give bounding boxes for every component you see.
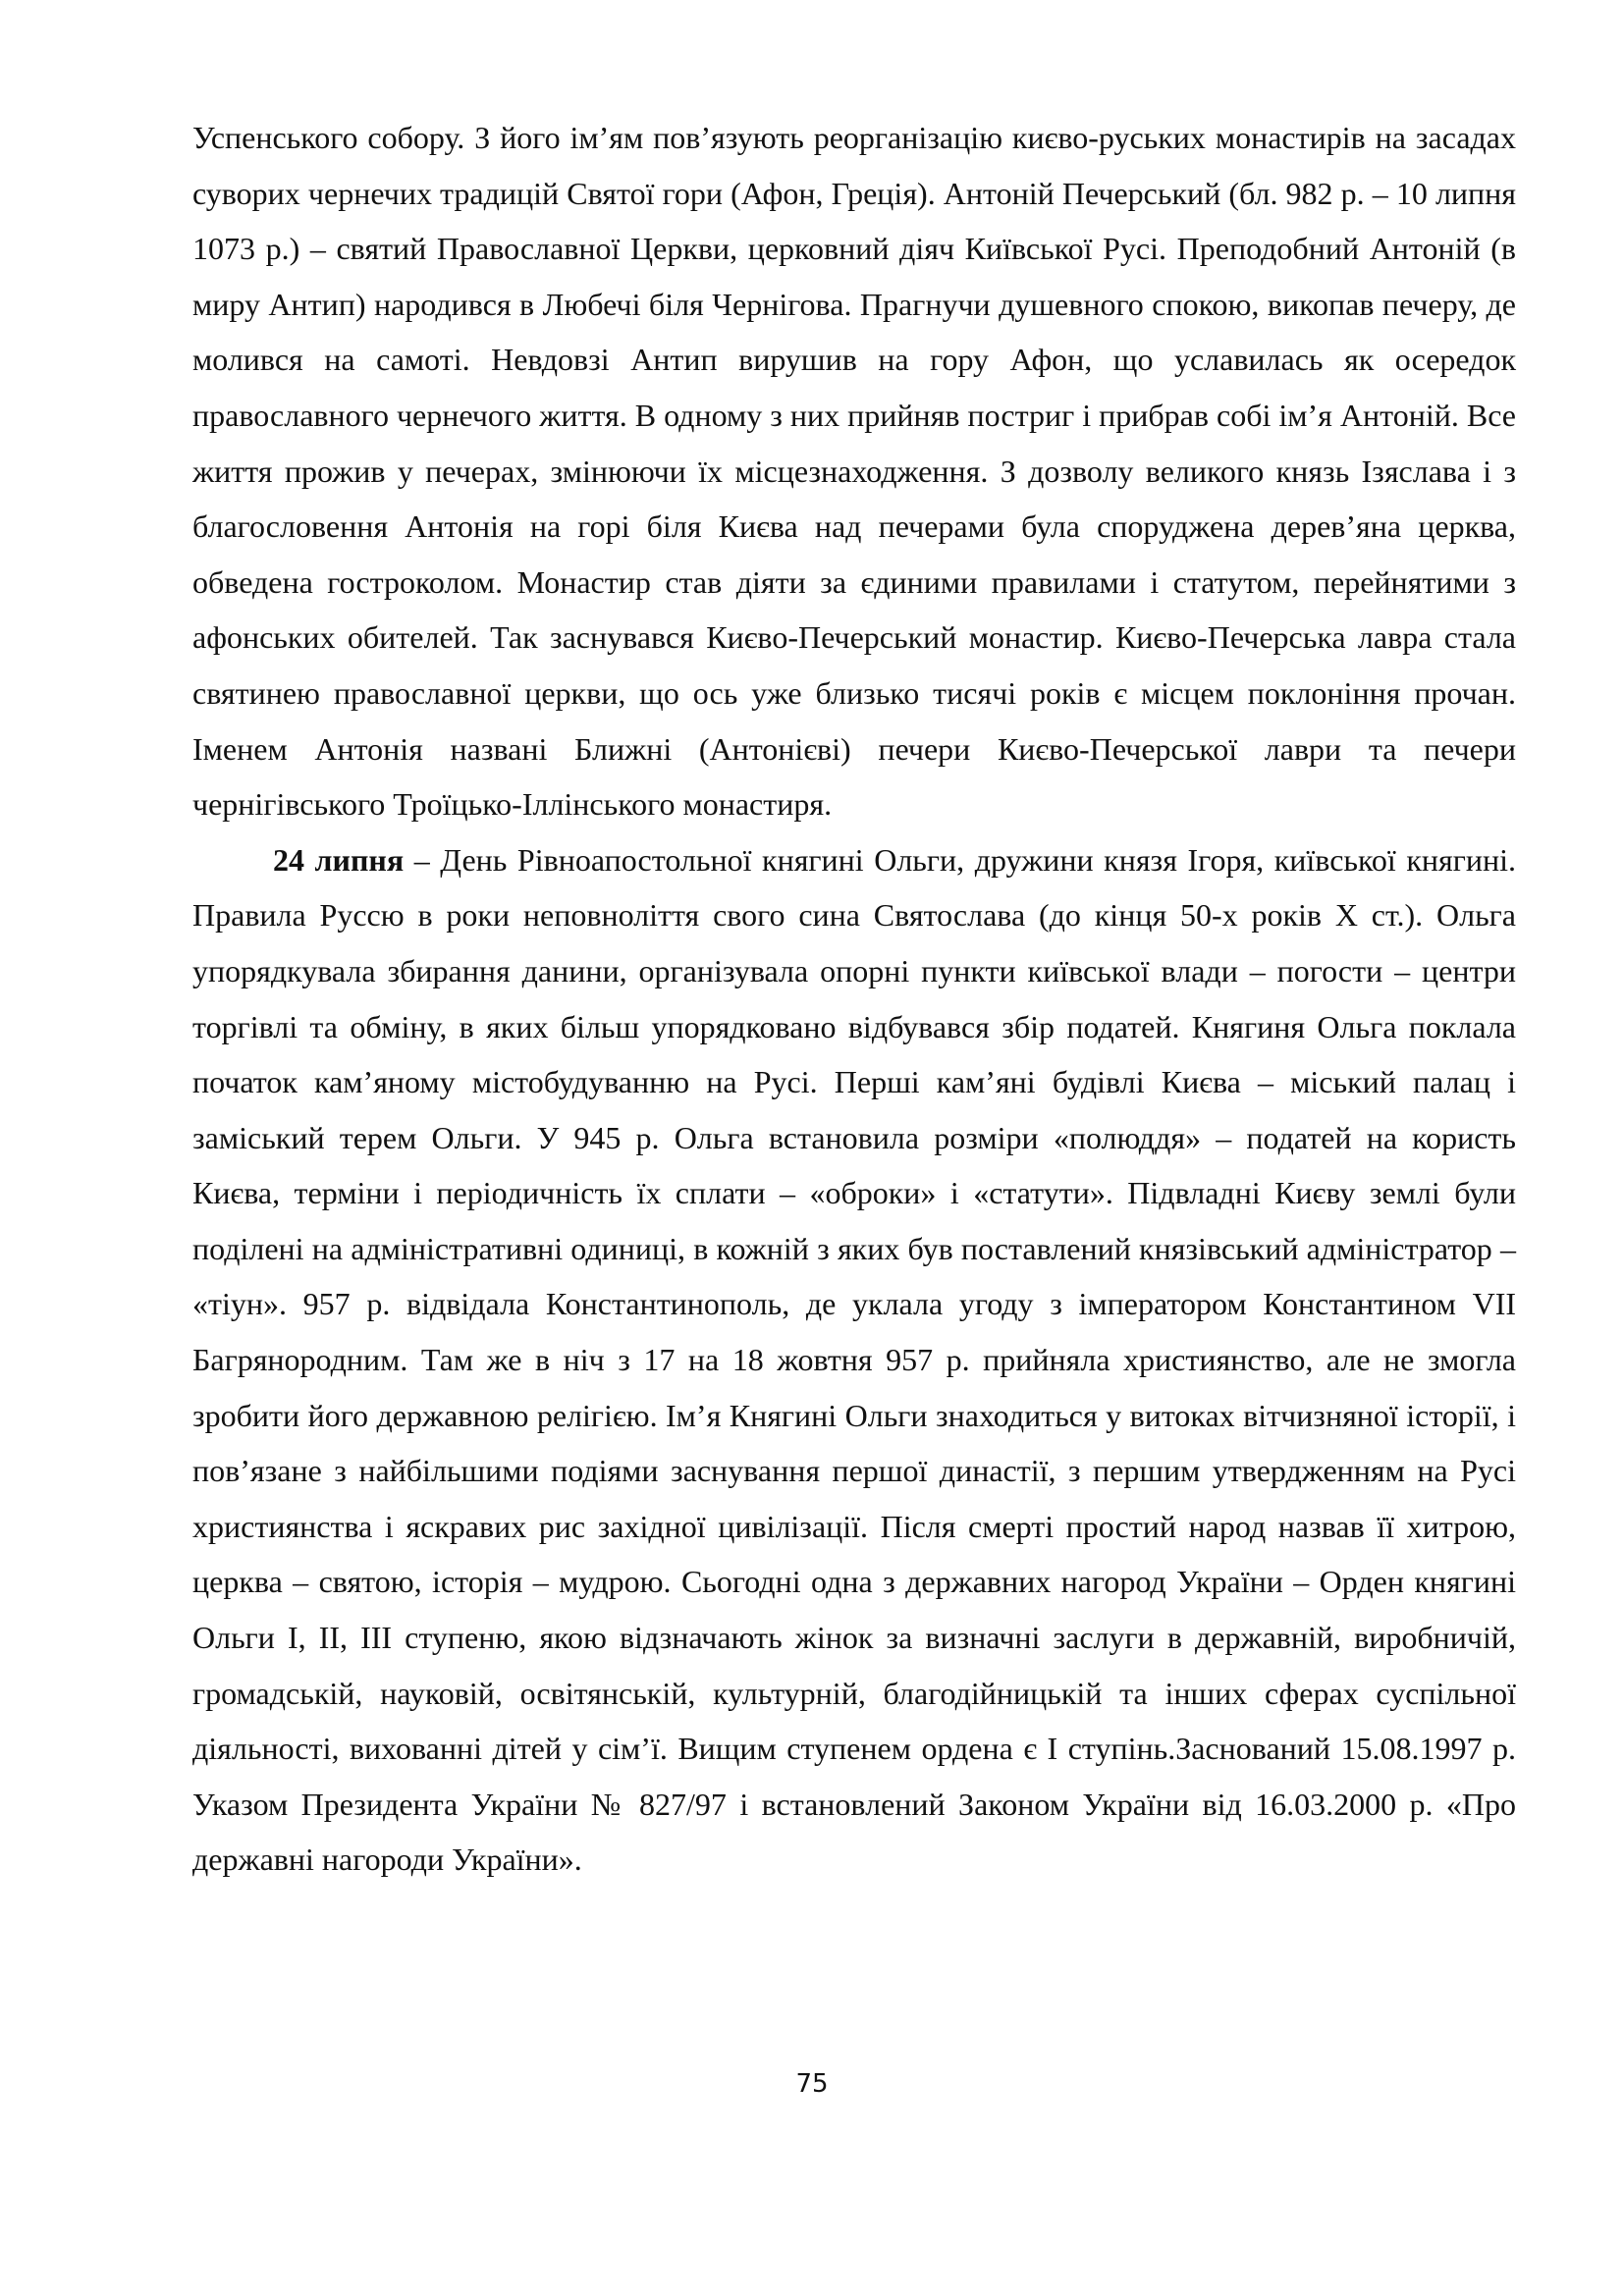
- body-text: [192, 110, 1516, 1888]
- date-heading: 24 липня: [273, 841, 405, 878]
- paragraph-olga: [192, 832, 1516, 1888]
- page-number: 75: [795, 2069, 829, 2099]
- paragraph-olga-text: – День Рівноапостольної княгині Ольги, дружини князя Ігоря, київської княгині. Правила Руссю в роки неповноліття свого сина Святослава (до кінця 50-х років Х ст.). Ольга упорядкувала збирання данини, організувала опорні пункти київської влади – погости – центри торгівлі та обміну, в яких більш упорядковано відбувався збір податей. Княгиня Ольга поклала початок кам’яному містобудуванню на Русі. Перші кам’яні будівлі Києва – міський палац і заміський терем Ольги. У 945 р. Ольга встановила розміри «полюддя» – податей на користь Києва, терміни і періодичність їх сплати – «оброки» і «статути». Підвладні Києву землі були поділені на адміністративні одиниці, в кожній з яких був поставлений князівський адміністратор – «тіун». 957 р. відвідала Константинополь, де уклала угоду з імператором Константином VII Багрянородним. Там же в ніч з 17 на 18 жовтня 957 р. прийняла християнство, але не змогла зробити його державною релігією. Ім’я Княгині Ольги знаходиться у витоках вітчизняної історії, і пов’язане з найбільшими подіями заснування першої династії, з першим утвердженням на Русі християнства і яскравих рис західної цивілізації. Після смерті простий народ назвав її хитрою, церква – святою, історія – мудрою. Сьогодні одна з державних нагород України – Орден княгині Ольги І, ІІ, ІІІ ступеню, якою відзначають жінок за визначні заслуги в державній, виробничій, громадській, науковій, освітянській, культурній, благодійницькій та інших сферах суспільної діяльності, вихованні дітей у сім’ї. Вищим ступенем ордена є І ступінь.Заснований 15.08.1997 р. Указом Президента України № 827/97 і встановлений Законом України від 16.03.2000 р. «Про державні нагороди України».: [192, 841, 1517, 1878]
- paragraph-antoniy: Успенського собору. З його ім’ям пов’язують реорганізацію києво-руських монастирів на засадах суворих чернечих традицій Святої гори (Афон, Греція). Антоній Печерський (бл. 982 р. – 10 липня 1073 р.) – святий Православної Церкви, церковний діяч Київської Русі. Преподобний Антоній (в миру Антип) народився в Любечі біля Чернігова. Прагнучи душевного спокою, викопав печеру, де молився на самоті. Невдовзі Антип вирушив на гору Афон, що уславилась як осередок православного чернечого життя. В одному з них прийняв постриг і прибрав собі ім’я Антоній. Все життя прожив у печерах, змінюючи їх місцезнаходження. З дозволу великого князь Ізяслава і з благословення Антонія на горі біля Києва над печерами була споруджена дерев’яна церква, обведена гостроколом. Монастир став діяти за єдиними правилами і статутом, перейнятими з афонських обителей. Так заснувався Києво-Печерський монастир. Києво-Печерська лавра стала святинею православної церкви, що ось уже близько тисячі років є місцем поклоніння прочан. Іменем Антонія названі Ближні (Антонієві) печери Києво-Печерської лаври та печери чернігівського Троїцько-Іллінського монастиря.: [192, 120, 1516, 823]
